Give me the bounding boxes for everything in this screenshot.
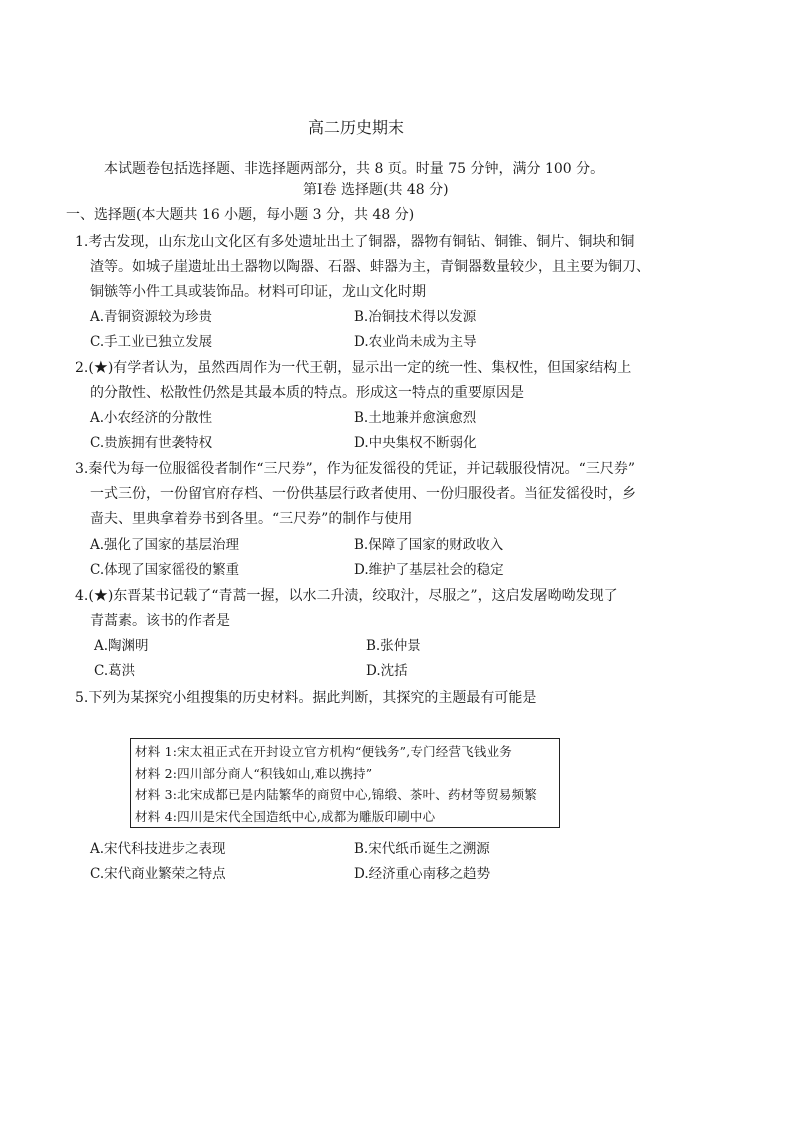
question-2-option-a: A.小农经济的分散性 <box>90 410 213 426</box>
question-1-option-d: D.农业尚未成为主导 <box>354 334 477 350</box>
material-2: 材料 2:四川部分商人“积钱如山,难以携持” <box>135 765 373 781</box>
question-3-option-b: B.保障了国家的财政收入 <box>354 537 504 553</box>
question-5-line-1: 5.下列为某探究小组搜集的历史材料。据此判断，其探究的主题最有可能是 <box>75 690 537 706</box>
material-1: 材料 1:宋太祖正式在开封设立官方机构“便钱务”,专门经营飞钱业务 <box>135 744 512 759</box>
question-1-line-2: 渣等。如城子崖遗址出土器物以陶器、石器、蚌器为主，青铜器数量较少，且主要为铜刀、 <box>90 259 650 275</box>
question-3-line-3: 啬夫、里典拿着券书到各里。“三尺券”的制作与使用 <box>90 511 413 527</box>
question-3-line-2: 一式三份，一份留官府存档、一份供基层行政者使用、一份归服役者。当征发徭役时，乡 <box>90 486 636 502</box>
materials-box <box>130 738 560 828</box>
question-4-option-b: B.张仲景 <box>366 638 421 654</box>
page-title: 高二历史期末 <box>308 118 405 137</box>
material-4: 材料 4:四川是宋代全国造纸中心,成都为雕版印刷中心 <box>135 808 436 824</box>
section-title: 一、选择题(本大题共 16 小题，每小题 3 分，共 48 分) <box>66 207 415 223</box>
question-4-line-1: 4.(★)东晋某书记载了“青蒿一握，以水二升渍，绞取汁，尽服之”，这启发屠呦呦发现了 <box>75 588 618 604</box>
question-2-option-c: C.贵族拥有世袭特权 <box>90 435 213 451</box>
question-2-option-d: D.中央集权不断弱化 <box>354 435 477 451</box>
part-title: 第Ⅰ卷 选择题(共 48 分) <box>303 182 449 198</box>
question-3-option-a: A.强化了国家的基层治理 <box>90 537 240 553</box>
question-2-option-b: B.土地兼并愈演愈烈 <box>354 410 477 426</box>
question-1-option-a: A.青铜资源较为珍贵 <box>90 309 213 325</box>
question-1-line-1: 1.考古发现，山东龙山文化区有多处遗址出土了铜器，器物有铜钻、铜锥、铜片、铜块和铜 <box>75 234 635 250</box>
material-3: 材料 3:北宋成都已是内陆繁华的商贸中心,锦缎、茶叶、药材等贸易频繁 <box>135 787 537 802</box>
question-1-option-b: B.冶铜技术得以发源 <box>354 309 477 325</box>
question-3-option-c: C.体现了国家徭役的繁重 <box>90 562 240 578</box>
question-2-line-1: 2.(★)有学者认为，虽然西周作为一代王朝，显示出一定的统一性、集权性，但国家结构上 <box>75 360 632 376</box>
question-4-line-2: 青蒿素。该书的作者是 <box>90 613 230 629</box>
question-4-option-c: C.葛洪 <box>94 663 136 679</box>
question-5-option-a: A.宋代科技进步之表现 <box>90 841 226 857</box>
question-1-option-c: C.手工业已独立发展 <box>90 334 213 350</box>
question-3-option-d: D.维护了基层社会的稳定 <box>354 562 504 578</box>
question-4-option-a: A.陶渊明 <box>94 638 149 654</box>
question-4-option-d: D.沈括 <box>366 663 408 679</box>
question-2-line-2: 的分散性、松散性仍然是其最本质的特点。形成这一特点的重要原因是 <box>90 385 524 401</box>
question-5-option-b: B.宋代纸币诞生之溯源 <box>354 841 490 857</box>
question-5-option-c: C.宋代商业繁荣之特点 <box>90 866 226 882</box>
question-1-line-3: 铜镞等小件工具或装饰品。材料可印证，龙山文化时期 <box>90 284 426 300</box>
question-3-line-1: 3.秦代为每一位服徭役者制作“三尺券”，作为征发徭役的凭证，并记载服役情况。“三尺券” <box>75 461 635 477</box>
exam-intro: 本试题卷包括选择题、非选择题两部分，共 8 页。时量 75 分钟，满分 100 分。 <box>104 161 605 177</box>
question-5-option-d: D.经济重心南移之趋势 <box>354 866 491 882</box>
